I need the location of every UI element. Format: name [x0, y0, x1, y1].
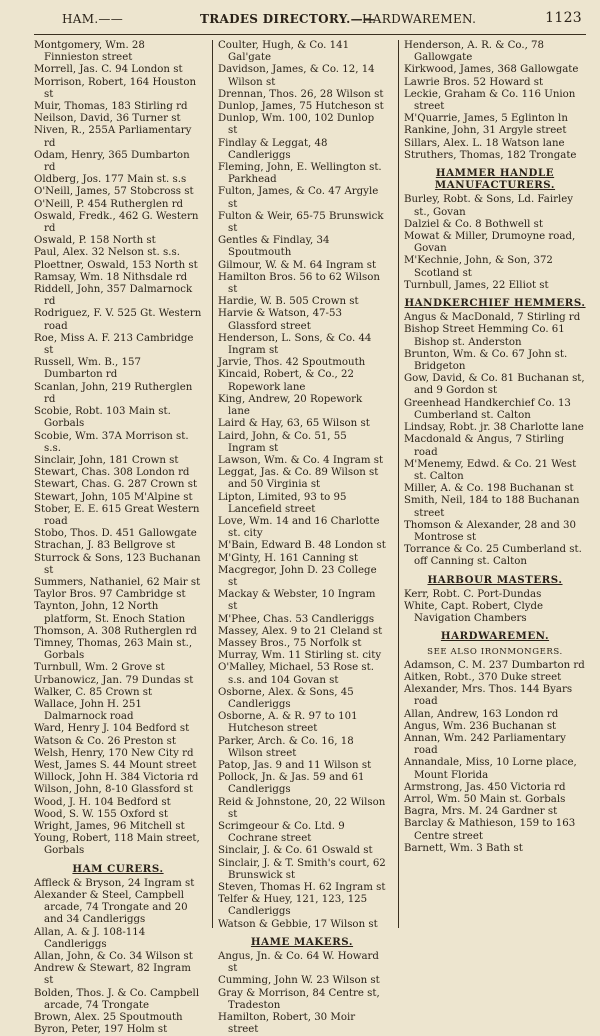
directory-entry: Neilson, David, 36 Turner st [34, 113, 181, 125]
directory-entry: Allan, John, & Co. 34 Wilson st [34, 951, 193, 963]
section-heading: HAMMER HANDLE MANUFACTURERS. [434, 167, 556, 192]
section-heading: HAME MAKERS. [250, 935, 354, 948]
directory-entry: Fleming, John, E. Wellington st. Parkhead [218, 162, 382, 186]
directory-entry: Stobo, Thos. D. 451 Gallowgate [34, 528, 197, 540]
column-1 [34, 40, 202, 1036]
directory-entry: Lindsay, Robt. jr. 38 Charlotte lane [404, 422, 584, 434]
directory-entry: Brunton, Wm. & Co. 67 John st. Bridgeton [404, 348, 568, 373]
directory-entry: Taynton, John, 12 North platform, St. Enoch Station [34, 601, 186, 625]
directory-entry: Telfer & Huey, 121, 123, 125 Candleriggs [218, 894, 368, 918]
directory-entry: Paul, Alex. 32 Nelson st. s.s. [34, 247, 180, 259]
directory-entry: Reid & Johnstone, 20, 22 Wilson st [218, 796, 386, 820]
directory-entry: Angus & MacDonald, 7 Stirling rd [404, 312, 581, 324]
directory-entry: Brown, Alex. 25 Spoutmouth [34, 1012, 183, 1024]
directory-entry: Lipton, Limited, 93 to 95 Lancefield street [218, 491, 347, 515]
directory-entry: Oswald, P. 158 North st [34, 235, 156, 247]
directory-entry: Leggat, Jas. & Co. 89 Wilson st and 50 Virginia st [218, 467, 379, 491]
directory-entry: Ward, Henry J. 104 Bedford st [34, 723, 190, 735]
directory-entry: M'Menemy, Edwd. & Co. 21 West st. Calton [404, 458, 577, 482]
directory-entry: M'Quarrie, James, 5 Eglinton ln [404, 113, 568, 125]
directory-entry: Lawrie Bros. 52 Howard st [404, 76, 544, 88]
directory-entry: Struthers, Thomas, 182 Trongate [404, 149, 577, 161]
directory-entry: Morrell, Jas. C. 94 London st [34, 64, 183, 76]
directory-entry: Walker, C. 85 Crown st [34, 686, 153, 698]
directory-entry: Oswald, Fredk., 462 G. Western rd [34, 210, 199, 235]
directory-entry: Armstrong, Jas. 450 Victoria rd [404, 781, 566, 793]
directory-entry: M'Ginty, H. 161 Canning st [218, 552, 359, 564]
directory-entry: Young, Robert, 118 Main street, Gorbals [34, 833, 200, 857]
directory-entry: Barnett, Wm. 3 Bath st [404, 842, 523, 854]
directory-entry: Gilmour, W. & M. 64 Ingram st [218, 259, 377, 271]
directory-entry: Drennan, Thos. 26, 28 Wilson st [218, 88, 384, 100]
directory-entry: Laird, John, & Co. 51, 55 Ingram st [218, 430, 347, 454]
page-header [62, 10, 588, 30]
directory-entry: Alexander, Mrs. Thos. 144 Byars road [404, 684, 573, 708]
directory-entry: Osborne, Alex. & Sons, 45 Candleriggs [218, 686, 354, 710]
directory-entry: Fulton & Weir, 65-75 Brunswick st [218, 210, 384, 235]
directory-entry: Annan, Wm. 242 Parliamentary road [404, 732, 566, 757]
directory-entry: Sinclair, J. & T. Smith's court, 62 Brunswick st [218, 857, 386, 881]
directory-entry: Findlay & Leggat, 48 Candleriggs [218, 137, 328, 161]
section-heading: HARDWAREMEN. [440, 630, 550, 643]
directory-entry: Scobie, Wm. 37A Morrison st. s.s. [34, 430, 189, 454]
header-center: TRADES DIRECTORY.—— [200, 12, 376, 26]
directory-entry: O'Neill, James, 57 Stobcross st [34, 186, 194, 198]
directory-entry: O'Neill, P. 454 Rutherglen rd [34, 198, 184, 210]
directory-entry: Odam, Henry, 365 Dumbarton rd [34, 149, 190, 174]
directory-entry: Andrew & Stewart, 82 Ingram st [34, 963, 191, 987]
directory-entry: Cumming, John W. 23 Wilson st [218, 975, 380, 987]
header-rule [34, 34, 586, 35]
directory-entry: Scrimgeour & Co. Ltd. 9 Cochrane street [218, 821, 345, 845]
directory-entry: Greenhead Handkerchief Co. 13 Cumberland st. Calton [404, 397, 571, 421]
directory-entry: Kerr, Robt. C. Port-Dundas [404, 588, 542, 600]
directory-entry: Willock, John H. 384 Victoria rd [34, 772, 199, 784]
section-heading: HAM CURERS. [72, 862, 164, 875]
column-2 [218, 40, 386, 1036]
directory-entry: Massey Bros., 75 Norfolk st [218, 637, 362, 649]
directory-entry: Affleck & Bryson, 24 Ingram st [34, 877, 195, 889]
directory-entry: Thomson, A. 308 Rutherglen rd [34, 625, 197, 637]
directory-entry: West, James S. 44 Mount street [34, 759, 197, 771]
directory-entry: Lawson, Wm. & Co. 4 Ingram st [218, 454, 384, 466]
directory-entry: Turnbull, Wm. 2 Grove st [34, 662, 165, 674]
directory-entry: Osborne, A. & R. 97 to 101 Hutcheson street [218, 711, 358, 735]
directory-entry: Stewart, Chas. G. 287 Crown st [34, 479, 198, 491]
directory-entry: Patop, Jas. 9 and 11 Wilson st [218, 759, 372, 771]
directory-entry: Muir, Thomas, 183 Stirling rd [34, 101, 188, 113]
directory-entry: Wright, James, 96 Mitchell st [34, 821, 185, 832]
directory-entry: Dalziel & Co. 8 Bothwell st [404, 218, 544, 230]
directory-entry: Henderson, A. R. & Co., 78 Gallowgate [404, 40, 545, 64]
directory-entry: Alexander & Steel, Campbell arcade, 74 Trongate and 20 and 34 Candleriggs [34, 890, 188, 926]
directory-entry: Oldberg, Jos. 177 Main st. s.s [34, 174, 187, 186]
directory-entry: Bishop Street Hemming Co. 61 Bishop st. Anderston [404, 324, 565, 348]
directory-entry: Macgregor, John D. 23 College st [218, 564, 377, 588]
directory-entry: Coulter, Hugh, & Co. 141 Gal'gate [218, 40, 350, 64]
directory-entry: Davidson, James, & Co. 12, 14 Wilson st [218, 64, 375, 88]
directory-entry: Stewart, Chas. 308 London rd [34, 467, 190, 479]
directory-entry: Kincaid, Robert, & Co., 22 Ropework lane [218, 369, 354, 393]
directory-entry: Turnbull, James, 22 Elliot st [404, 279, 549, 291]
header-right: HARDWAREMEN. [362, 12, 477, 26]
directory-entry: Laird & Hay, 63, 65 Wilson st [218, 418, 370, 430]
section-heading: HARBOUR MASTERS. [427, 573, 563, 586]
directory-entry: Ramsay, Wm. 18 Nithsdale rd [34, 271, 188, 283]
directory-entry: Stewart, John, 105 M'Alpine st [34, 491, 193, 503]
directory-entry: M'Phee, Chas. 53 Candleriggs [218, 613, 375, 625]
directory-entry: Mowat & Miller, Drumoyne road, Govan [404, 231, 576, 255]
directory-entry: Sinclair, John, 181 Crown st [34, 454, 179, 466]
directory-entry: Mackay & Webster, 10 Ingram st [218, 589, 376, 613]
directory-entry: Adamson, C. M. 237 Dumbarton rd [404, 659, 585, 671]
directory-entry: Gray & Morrison, 84 Centre st, Tradeston [218, 987, 380, 1011]
directory-entry: Taylor Bros. 97 Cambridge st [34, 589, 186, 601]
directory-entry: Burley, Robt. & Sons, Ld. Fairley st., Govan [404, 194, 574, 218]
directory-entry: M'Kechnie, John, & Son, 372 Scotland st [404, 255, 553, 279]
directory-entry: Rodriguez, F. V. 525 Gt. Western road [34, 308, 202, 332]
directory-entry: Riddell, John, 357 Dalmarnock rd [34, 284, 193, 308]
directory-entry: Hamilton, Robert, 30 Moir street [218, 1012, 356, 1036]
directory-entry: Allan, Andrew, 163 London rd [404, 708, 559, 720]
directory-entry: Murray, Wm. 11 Stirling st. city [218, 650, 382, 662]
directory-entry: Bolden, Thos. J. & Co. Campbell arcade, 74 Trongate [34, 987, 200, 1011]
directory-entry: Stober, E. E. 615 Great Western road [34, 503, 200, 527]
directory-entry: Gow, David, & Co. 81 Buchanan st, and 9 Gordon st [404, 373, 585, 397]
directory-entry: Watson & Gebbie, 17 Wilson st [218, 918, 378, 930]
directory-entry: Sturrock & Sons, 123 Buchanan st [34, 552, 201, 576]
directory-entry: Steven, Thomas H. 62 Ingram st [218, 882, 386, 894]
directory-entry: Russell, Wm. B., 157 Dumbarton rd [34, 357, 141, 381]
directory-entry: M'Bain, Edward B. 48 London st [218, 540, 386, 552]
directory-entry: Aitken, Robt., 370 Duke street [404, 671, 562, 683]
directory-entry: Welsh, Henry, 170 New City rd [34, 747, 194, 759]
directory-entry: Wood, J. H. 104 Bedford st [34, 796, 171, 808]
directory-entry: Smith, Neil, 184 to 188 Buchanan street [404, 495, 580, 519]
directory-entry: Watson & Co. 26 Preston st [34, 735, 176, 747]
directory-entry: King, Andrew, 20 Ropework lane [218, 393, 363, 418]
directory-entry: Thomson & Alexander, 28 and 30 Montrose st [404, 519, 576, 543]
directory-entry: Gentles & Findlay, 34 Spoutmouth [218, 235, 330, 259]
directory-entry: Henderson, L. Sons, & Co. 44 Ingram st [218, 332, 372, 357]
directory-entry: Scanlan, John, 219 Rutherglen rd [34, 381, 193, 405]
directory-entry: Rankine, John, 31 Argyle street [404, 125, 567, 137]
directory-entry: White, Capt. Robert, Clyde Navigation Chambers [404, 600, 544, 625]
page-number: 1123 [545, 10, 582, 26]
directory-entry: Byron, Peter, 197 Holm st [34, 1024, 168, 1036]
directory-entry: O'Malley, Michael, 53 Rose st. s.s. and 104 Govan st [218, 662, 374, 686]
directory-entry: Timney, Thomas, 263 Main st., Gorbals [34, 637, 193, 662]
directory-entry: Macdonald & Angus, 7 Stirling road [404, 434, 565, 458]
directory-entry: Love, Wm. 14 and 16 Charlotte st. city [218, 515, 380, 540]
directory-entry: Sinclair, J. & Co. 61 Oswald st [218, 845, 373, 857]
header-left: HAM.—— [62, 12, 124, 26]
directory-entry: Strachan, J. 83 Bellgrove st [34, 540, 176, 552]
directory-entry: Wallace, John H. 251 Dalmarnock road [34, 698, 142, 723]
section-heading: HANDKERCHIEF HEMMERS. [404, 297, 586, 310]
directory-entry: Niven, R., 255A Parliamentary rd [34, 125, 192, 149]
directory-entry: Fulton, James, & Co. 47 Argyle st [218, 186, 379, 210]
directory-entry: Miller, A. & Co. 198 Buchanan st [404, 483, 574, 495]
directory-entry: Hardie, W. B. 505 Crown st [218, 296, 359, 308]
directory-entry: Leckie, Graham & Co. 116 Union street [404, 88, 576, 113]
directory-entry: Angus, Wm. 236 Buchanan st [404, 720, 557, 732]
directory-entry: Pollock, Jn. & Jas. 59 and 61 Candleriggs [218, 772, 365, 796]
directory-entry: Jarvie, Thos. 42 Spoutmouth [218, 357, 366, 369]
directory-entry: Allan, A. & J. 108-114 Candleriggs [34, 926, 146, 950]
directory-entry: Harvie & Watson, 47-53 Glassford street [218, 308, 342, 332]
directory-entry: Wood, S. W. 155 Oxford st [34, 808, 168, 820]
directory-entry: Arrol, Wm. 50 Main st. Gorbals [404, 793, 566, 805]
directory-entry: Dunlop, Wm. 100, 102 Dunlop st [218, 113, 375, 137]
directory-entry: Dunlop, James, 75 Hutcheson st [218, 101, 384, 113]
directory-entry: Annandale, Miss, 10 Lorne place, Mount Florida [404, 757, 577, 781]
directory-entry: Urbanowicz, Jan. 79 Dundas st [34, 674, 194, 686]
directory-entry: Summers, Nathaniel, 62 Mair st [34, 576, 201, 588]
directory-entry: Roe, Miss A. F. 213 Cambridge st [34, 332, 194, 357]
directory-entry: Hamilton Bros. 56 to 62 Wilson st [218, 271, 380, 296]
directory-entry: Scobie, Robt. 103 Main st. Gorbals [34, 406, 171, 430]
cross-reference: SEE ALSO IRONMONGERS. [427, 646, 563, 657]
directory-entry: Wilson, John, 8-10 Glassford st [34, 784, 193, 796]
directory-entry: Bagra, Mrs. M. 24 Gardner st [404, 806, 558, 818]
directory-entry: Kirkwood, James, 368 Gallowgate [404, 64, 579, 76]
directory-entry: Morrison, Robert, 164 Houston st [34, 76, 197, 100]
directory-entry: Barclay & Mathieson, 159 to 163 Centre street [404, 818, 576, 842]
directory-entry: Angus, Jn. & Co. 64 W. Howard st [218, 951, 379, 975]
directory-entry: Montgomery, Wm. 28 Finnieston street [34, 40, 145, 64]
directory-entry: Parker, Arch. & Co. 16, 18 Wilson street [218, 735, 354, 759]
directory-entry: Torrance & Co. 25 Cumberland st. off Canning st. Calton [404, 544, 582, 568]
directory-entry: Massey, Alex. 9 to 21 Cleland st [218, 625, 383, 637]
column-divider [398, 40, 399, 928]
column-3 [404, 40, 586, 855]
column-divider [212, 40, 213, 928]
directory-entry: Sillars, Alex. L. 18 Watson lane [404, 137, 565, 149]
directory-entry: Ploettner, Oswald, 153 North st [34, 259, 198, 271]
